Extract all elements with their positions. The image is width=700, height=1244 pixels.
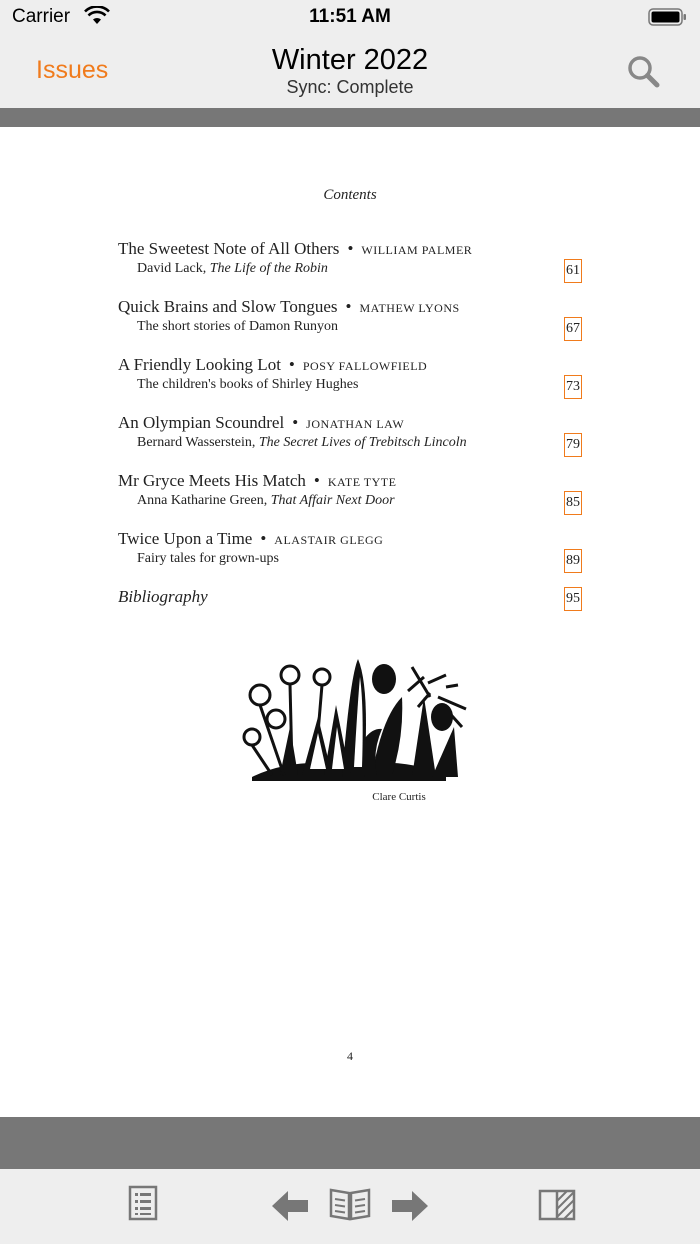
toc-entry-bibliography[interactable] <box>118 587 588 617</box>
toc-page-link[interactable]: 61 <box>564 259 582 283</box>
toc-title: Twice Upon a Time <box>118 529 253 548</box>
toc-title-line <box>118 297 460 317</box>
toc-page-link[interactable]: 79 <box>564 433 582 457</box>
navigation-bar <box>0 36 700 108</box>
toc-separator: • <box>288 355 295 374</box>
toc-title-line <box>118 529 383 549</box>
toc-title: An Olympian Scoundrel <box>118 413 285 432</box>
toc-page-link[interactable]: 85 <box>564 491 582 515</box>
top-divider-band <box>0 108 700 127</box>
toc-separator: • <box>260 529 267 548</box>
page-number: 4 <box>347 1049 353 1063</box>
toc-entry[interactable] <box>118 297 588 349</box>
toc-subtitle-text: David Lack, <box>137 261 210 276</box>
toc-title-line <box>118 239 472 259</box>
toc-subtitle-text: Bernard Wasserstein, <box>137 435 259 450</box>
status-time: 11:51 AM <box>309 6 391 27</box>
bibliography-title: Bibliography <box>118 587 208 606</box>
issue-title: Winter 2022 <box>271 44 429 76</box>
carrier-label: Carrier <box>12 6 71 27</box>
toc-title: Quick Brains and Slow Tongues <box>118 297 338 316</box>
list-icon[interactable] <box>128 1185 158 1221</box>
toc-subtitle-book: The Secret Lives of Trebitsch Lincoln <box>258 435 467 450</box>
search-icon[interactable] <box>624 52 664 92</box>
toc-subtitle-text: The short stories of Damon Runyon <box>137 319 339 334</box>
magazine-page[interactable] <box>0 127 700 1117</box>
toc-author: MATHEW LYONS <box>359 301 460 315</box>
toc-separator: • <box>313 471 320 490</box>
toc-page-link[interactable]: 73 <box>564 375 582 399</box>
toc-subtitle <box>137 435 467 451</box>
toc-subtitle-text: Fairy tales for grown-ups <box>137 551 279 566</box>
bottom-toolbar <box>0 1169 700 1244</box>
toc-subtitle <box>137 551 279 567</box>
toc-separator: • <box>292 413 299 432</box>
toc-author: KATE TYTE <box>327 475 397 489</box>
toc-subtitle <box>137 377 358 393</box>
open-book-icon[interactable] <box>329 1187 371 1221</box>
toc-subtitle-text: The children's books of Shirley Hughes <box>137 377 359 392</box>
contents-heading: Contents <box>323 187 377 203</box>
battery-icon <box>648 8 688 26</box>
toc-page-link[interactable]: 67 <box>564 317 582 341</box>
toc-entry[interactable] <box>118 471 588 523</box>
toc-title: A Friendly Looking Lot <box>118 355 281 374</box>
arrow-left-icon[interactable] <box>270 1189 310 1223</box>
toc-entry[interactable] <box>118 413 588 465</box>
toc-separator: • <box>345 297 352 316</box>
toc-author: ALASTAIR GLEGG <box>274 533 384 547</box>
toc-entry[interactable] <box>118 355 588 407</box>
toc-subtitle-book: That Affair Next Door <box>270 493 395 508</box>
toc-subtitle-text: Anna Katharine Green, <box>137 493 271 508</box>
toc-subtitle <box>137 261 328 277</box>
arrow-right-icon[interactable] <box>390 1189 430 1223</box>
toc-entry[interactable] <box>118 239 588 291</box>
toc-author: POSY FALLOWFIELD <box>302 359 428 373</box>
toc-subtitle <box>137 493 395 509</box>
toc-title-line <box>118 355 427 375</box>
toc-title-line <box>118 471 396 491</box>
toc-author: JONATHAN LAW <box>306 417 405 431</box>
toc-title-line <box>118 413 404 433</box>
issues-back-button[interactable]: Issues <box>36 56 109 84</box>
toc-title: Mr Gryce Meets His Match <box>118 471 306 490</box>
toc-subtitle-book: The Life of the Robin <box>209 261 328 276</box>
illustration-caption: Clare Curtis <box>372 791 426 803</box>
bottom-divider-band <box>0 1117 700 1169</box>
page-view-icon[interactable] <box>538 1189 576 1221</box>
botanical-woodcut-illustration <box>232 657 468 787</box>
toc-entry[interactable] <box>118 529 588 581</box>
toc-page-link[interactable]: 95 <box>564 587 582 611</box>
sync-status: Sync: Complete <box>286 77 414 97</box>
toc-separator: • <box>347 239 354 258</box>
status-bar <box>0 0 700 36</box>
toc-title: The Sweetest Note of All Others <box>118 239 340 258</box>
toc-page-link[interactable]: 89 <box>564 549 582 573</box>
toc-author: WILLIAM PALMER <box>361 243 473 257</box>
toc-subtitle <box>137 319 338 335</box>
